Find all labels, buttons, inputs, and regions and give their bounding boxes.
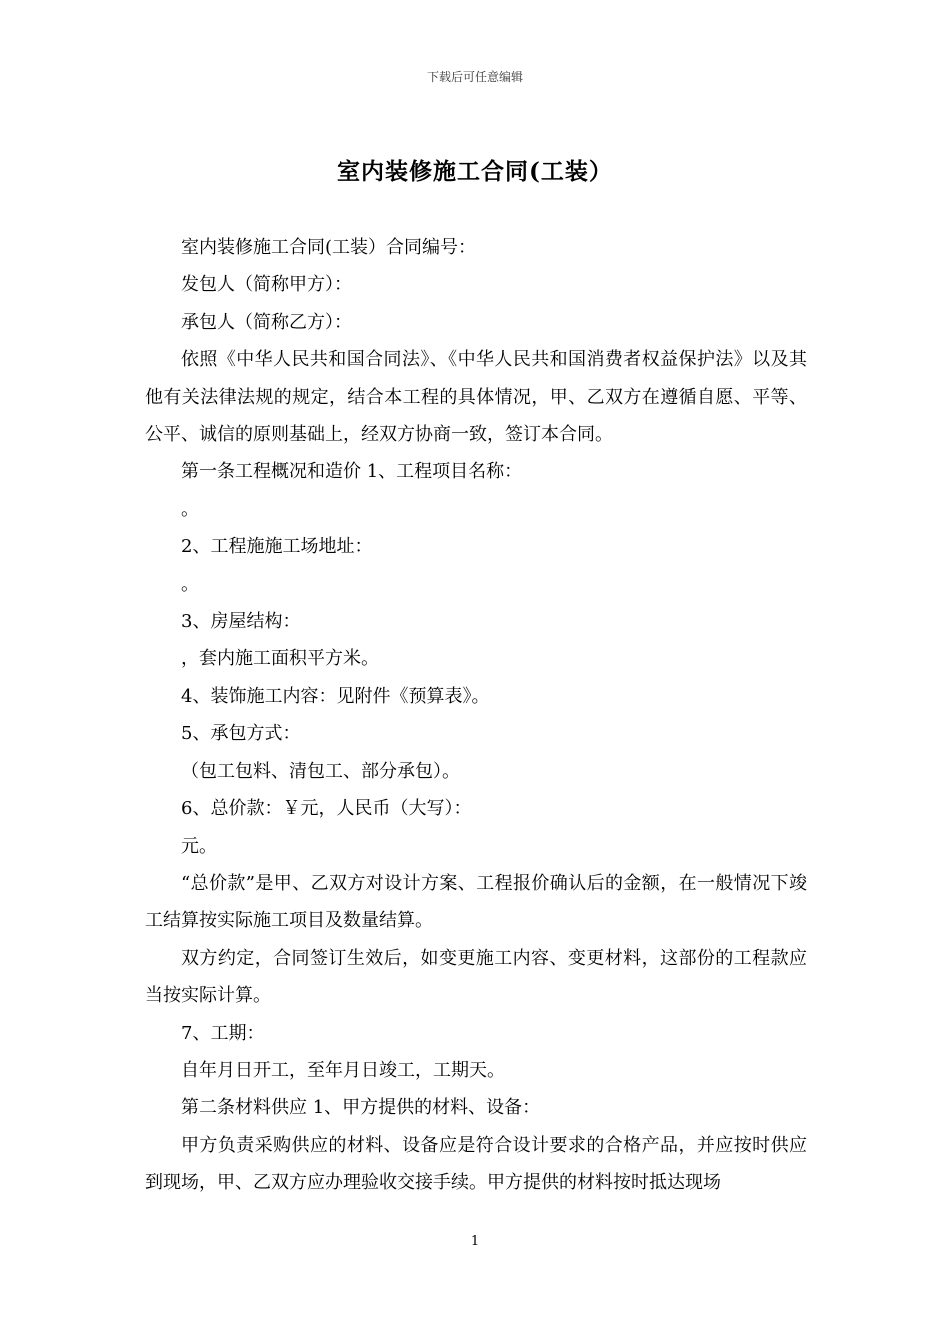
paragraph-house-structure: 3、房屋结构： bbox=[181, 611, 301, 633]
contract-body bbox=[145, 229, 807, 1202]
paragraph-area: ，套内施工面积平方米。 bbox=[181, 648, 379, 670]
paragraph-duration: 7、工期： bbox=[181, 1022, 265, 1044]
paragraph-materials: 甲方负责采购供应的材料、设备应是符合设计要求的合格产品，并应按时供应到现场，甲、乙双方应办理验收交接手续。甲方提供的材料按时抵达现场 bbox=[145, 1134, 807, 1194]
paragraph-site-address: 2、工程施施工场地址： bbox=[181, 536, 373, 558]
document-title: 室内装修施工合同(工装） bbox=[337, 158, 613, 185]
paragraph-party-b: 承包人（简称乙方）： bbox=[181, 311, 352, 333]
paragraph-dates: 自年月日开工，至年月日竣工，工期天。 bbox=[181, 1059, 505, 1081]
paragraph-preamble: 依照《中华人民共和国合同法》、《中华人民共和国消费者权益保护法》以及其他有关法律法规的规定，结合本工程的具体情况，甲、乙双方在遵循自愿、平等、公平、诚信的原则基础上，经双方协商一致，签订本合同。 bbox=[145, 349, 807, 446]
paragraph-method-options: （包工包料、清包工、部分承包）。 bbox=[181, 760, 460, 782]
header-note: 下载后可任意编辑 bbox=[426, 70, 523, 84]
paragraph-blank-2: 。 bbox=[181, 573, 199, 595]
paragraph-contract-method: 5、承包方式： bbox=[181, 723, 301, 745]
paragraph-contract-number: 室内装修施工合同(工装）合同编号： bbox=[181, 237, 477, 258]
paragraph-article-2: 第二条材料供应 1、甲方提供的材料、设备： bbox=[181, 1097, 541, 1119]
paragraph-yuan: 元。 bbox=[181, 835, 217, 857]
paragraph-change-agreement: 双方约定，合同签订生效后，如变更施工内容、变更材料，这部份的工程款应当按实际计算。 bbox=[145, 947, 807, 1007]
paragraph-article-1: 第一条工程概况和造价 1、工程项目名称： bbox=[181, 461, 523, 483]
paragraph-price-definition: “总价款”是甲、乙双方对设计方案、工程报价确认后的金额，在一般情况下竣工结算按实际施工项目及数量结算。 bbox=[145, 872, 807, 932]
paragraph-total-price: 6、总价款：￥元，人民币（大写）： bbox=[181, 798, 472, 820]
page-number: 1 bbox=[470, 1234, 480, 1249]
paragraph-blank-1: 。 bbox=[181, 498, 199, 520]
paragraph-content: 4、装饰施工内容：见附件《预算表》。 bbox=[181, 685, 490, 707]
paragraph-party-a: 发包人（简称甲方）： bbox=[181, 274, 352, 296]
